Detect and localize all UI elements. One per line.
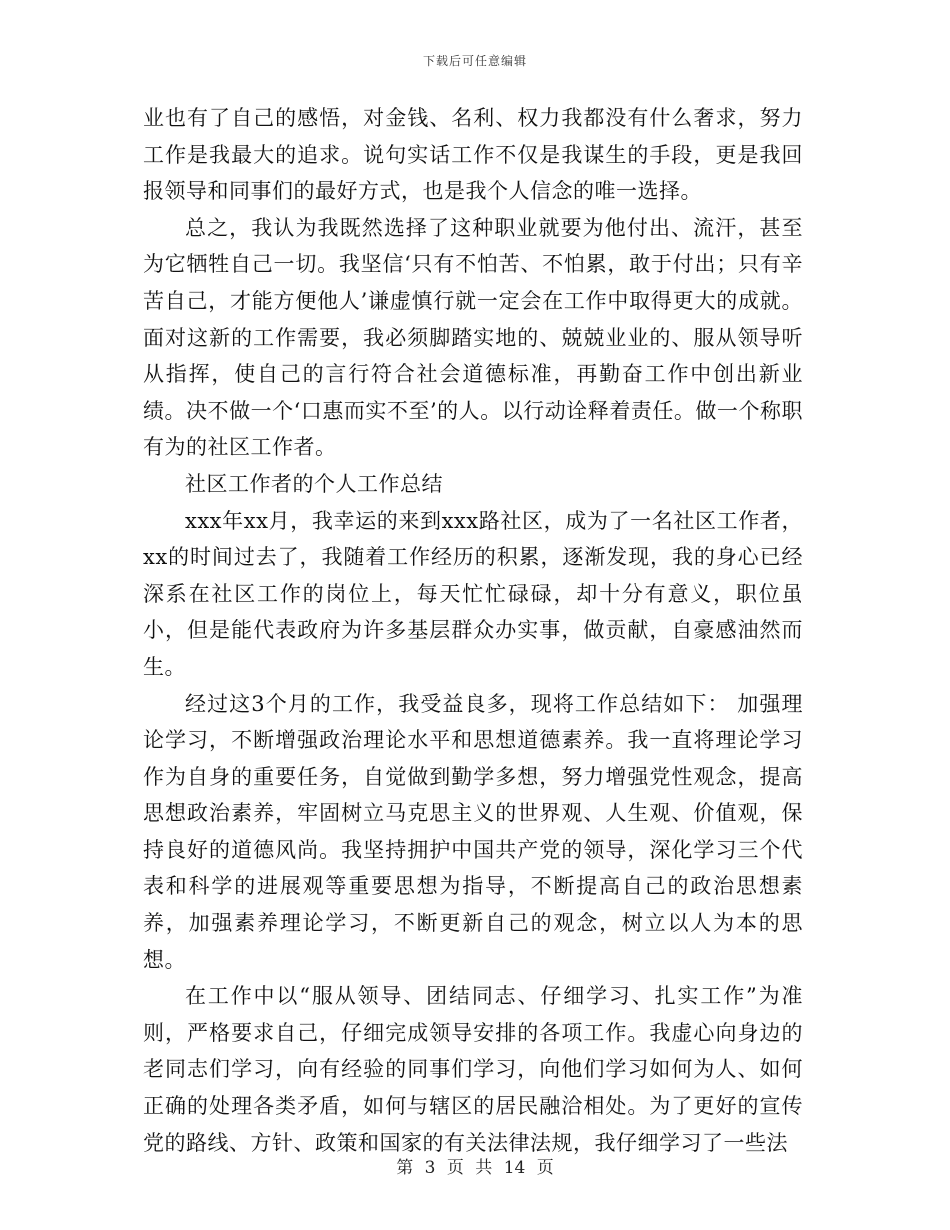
page-header: 下载后可任意编辑	[422, 54, 527, 68]
paragraph-continuation: 业也有了自己的感悟，对金钱、名利、权力我都没有什么奢求，努力工作是我最大的追求。说句实话工作不仅是我谋生的手段，更是我回报领导和同事们的最好方式，也是我个人信念的唯一选择。	[143, 106, 803, 204]
page-number-footer: 第 3 页 共 14 页	[396, 1158, 554, 1178]
paragraph-conclusion: 总之，我认为我既然选择了这种职业就要为他付出、流汗，甚至为它牺牲自己一切。我坚信‘只有不怕苦、不怕累，敢于付出；只有辛苦自己，才能方便他人’谦虚慎行就一定会在工作中取得更大的成就。面对这新的工作需要，我必须脚踏实地的、兢兢业业的、服从领导听从指挥，使自己的言行符合社会道德标准，再勤奋工作中创出新业绩。决不做一个‘口惠而实不至’的人。以行动诠释着责任。做一个称职有为的社区工作者。	[143, 215, 803, 460]
paragraph-theory-study: 经过这3个月的工作，我受益良多，现将工作总结如下： 加强理论学习，不断增强政治理论水平和思想道德素养。我一直将理论学习作为自身的重要任务，自觉做到勤学多想，努力增强党性观念，提高思想政治素养，牢固树立马克思主义的世界观、人生观、价值观，保持良好的道德风尚。我坚持拥护中国共产党的领导，深化学习三个代表和科学的进展观等重要思想为指导，不断提高自己的政治思想素养，加强素养理论学习，不断更新自己的观念，树立以人为本的思想。	[143, 691, 803, 972]
document-body	[143, 100, 803, 1161]
section-heading: 社区工作者的个人工作总结	[185, 471, 443, 496]
paragraph-intro: xxx年xx月，我幸运的来到xxx路社区，成为了一名社区工作者，xx的时间过去了，我随着工作经历的积累，逐渐发现，我的身心已经深系在社区工作的岗位上，每天忙忙碌碌，却十分有意义，职位虽小，但是能代表政府为许多基层群众办实事，做贡献，自豪感油然而生。	[143, 508, 803, 679]
paragraph-work-principles: 在工作中以“服从领导、团结同志、仔细学习、扎实工作”为准则，严格要求自己，仔细完成领导安排的各项工作。我虚心向身边的老同志们学习，向有经验的同事们学习，向他们学习如何为人、如何正确的处理各类矛盾，如何与辖区的居民融洽相处。为了更好的宣传党的路线、方针、政策和国家的有关法律法规，我仔细学习了一些法	[143, 984, 803, 1155]
